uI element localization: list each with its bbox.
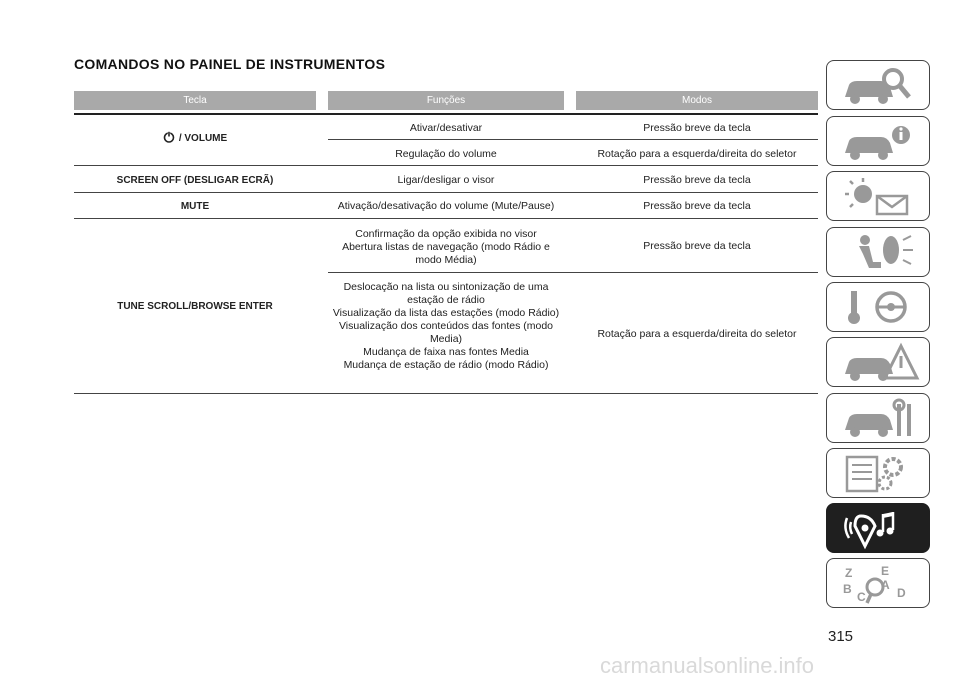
- tab-car-wrench[interactable]: [826, 393, 930, 443]
- multimedia-icon: [841, 508, 921, 550]
- header-tecla: Tecla: [74, 91, 316, 110]
- tab-car-magnifier[interactable]: [826, 60, 930, 110]
- row-divider: [328, 272, 818, 273]
- tab-airbag[interactable]: [826, 227, 930, 277]
- watermark: carmanualsonline.info: [600, 653, 815, 678]
- key-screen-off: SCREEN OFF (DESLIGAR ECRÃ): [116, 175, 274, 186]
- car-emergency-icon: [841, 342, 921, 384]
- tab-car-info[interactable]: [826, 116, 930, 166]
- mode-cell: Pressão breve da tecla: [643, 122, 751, 134]
- mode-cell: Pressão breve da tecla: [643, 174, 751, 186]
- svg-text:B: B: [843, 582, 852, 596]
- svg-text:C: C: [857, 590, 866, 604]
- key-mute: MUTE: [180, 201, 210, 212]
- function-cell: Deslocação na lista ou sintonização de uma estação de rádio Visualização da lista das estações (modo Rádio) Visualização dos conteúdos das fontes (modo Media) Mudança de faixa nas fontes Media Mudança de estação de rádio (modo Rádio): [332, 281, 560, 371]
- tab-warning-envelope[interactable]: [826, 171, 930, 221]
- function-cell: Regulação do volume: [395, 148, 497, 160]
- mode-cell: Rotação para a esquerda/direita do seletor: [597, 328, 797, 340]
- tab-multimedia[interactable]: [826, 503, 930, 553]
- mode-cell: Pressão breve da tecla: [643, 240, 751, 252]
- svg-text:D: D: [897, 586, 906, 600]
- tab-steering-key[interactable]: [826, 282, 930, 332]
- power-icon: [163, 131, 175, 147]
- key-tune-scroll: TUNE SCROLL/BROWSE ENTER: [117, 301, 273, 312]
- function-cell: Ativar/desativar: [409, 122, 483, 134]
- header-modos: Modos: [576, 91, 818, 110]
- key-volume-label: / VOLUME: [178, 133, 228, 144]
- car-info-icon: [841, 121, 921, 163]
- function-cell: Ligar/desligar o visor: [397, 174, 495, 186]
- key-volume: [74, 131, 316, 147]
- table-top-rule: [74, 113, 818, 115]
- mode-cell: Rotação para a esquerda/direita do seletor: [597, 148, 797, 160]
- warning-light-envelope-icon: [841, 176, 921, 218]
- row-divider: [328, 139, 818, 140]
- row-divider: [74, 218, 818, 219]
- function-cell: Confirmação da opção exibida no visor Abertura listas de navegação (modo Rádio e modo Média): [342, 228, 550, 266]
- row-divider: [74, 192, 818, 193]
- header-funcoes: Funções: [328, 91, 564, 110]
- airbag-seat-icon: [841, 232, 921, 274]
- steering-key-icon: [841, 287, 921, 329]
- section-title: COMANDOS NO PAINEL DE INSTRUMENTOS: [74, 56, 386, 72]
- row-divider: [74, 165, 818, 166]
- tab-document-gear[interactable]: [826, 448, 930, 498]
- svg-text:A: A: [881, 578, 890, 592]
- svg-text:E: E: [881, 564, 890, 578]
- table-bottom-rule: [74, 393, 818, 394]
- svg-text:Z: Z: [845, 566, 853, 580]
- alphabet-index-icon: [841, 563, 921, 605]
- tab-car-emergency[interactable]: [826, 337, 930, 387]
- tab-alphabet-index[interactable]: [826, 558, 930, 608]
- page-number: 315: [828, 628, 854, 645]
- function-cell: Ativação/desativação do volume (Mute/Pause): [337, 200, 555, 212]
- car-wrench-icon: [841, 398, 921, 440]
- car-magnifier-icon: [841, 65, 921, 107]
- document-gear-icon: [841, 453, 921, 495]
- mode-cell: Pressão breve da tecla: [643, 200, 751, 212]
